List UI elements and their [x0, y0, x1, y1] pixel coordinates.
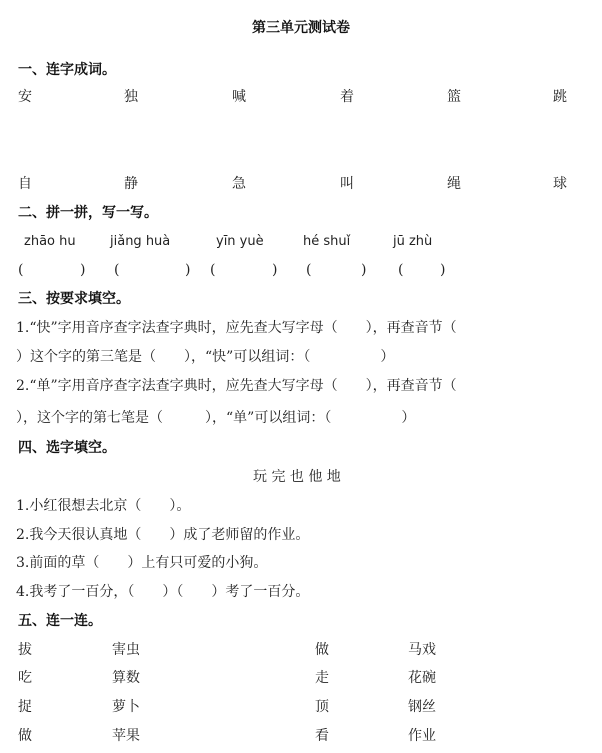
- answer-paren-close: ): [185, 262, 191, 278]
- answer-paren-open: (: [398, 262, 404, 278]
- question-line: 2.我今天很认真地（ ）成了老师留的作业。: [16, 527, 310, 543]
- word-char: 绳: [447, 176, 461, 192]
- answer-paren-open: (: [306, 262, 312, 278]
- pinyin-label: jiǎng huà: [110, 234, 171, 249]
- match-item: 吃: [18, 670, 32, 686]
- word-char: 喊: [232, 89, 246, 105]
- word-char: 跳: [553, 89, 567, 105]
- word-char: 自: [18, 176, 32, 192]
- match-item: 做: [315, 642, 329, 658]
- answer-paren-open: (: [210, 262, 216, 278]
- section-1-heading: 一、连字成词。: [18, 62, 116, 78]
- word-char: 独: [124, 89, 138, 105]
- question-line: 3.前面的草（ ）上有只可爱的小狗。: [16, 555, 268, 571]
- match-item: 顶: [315, 699, 329, 715]
- question-line: ）这个字的第三笔是（ ），“快”可以组词：（ ）: [16, 349, 395, 365]
- word-char: 叫: [340, 176, 354, 192]
- match-item: 钢丝: [408, 699, 436, 715]
- pinyin-label: jū zhù: [393, 234, 433, 249]
- section-3-heading: 三、按要求填空。: [18, 291, 130, 307]
- word-char: 静: [124, 176, 138, 192]
- match-item: 害虫: [112, 642, 140, 658]
- pinyin-label: zhāo hu: [24, 234, 76, 249]
- question-line: 2.“单”字用音序查字法查字典时，应先查大写字母（ ），再查音节（: [16, 378, 457, 394]
- match-item: 捉: [18, 699, 32, 715]
- match-item: 做: [18, 728, 32, 744]
- pinyin-label: hé shuǐ: [303, 234, 351, 249]
- pinyin-label: yīn yuè: [216, 234, 264, 249]
- question-line: 1.“快”字用音序查字法查字典时，应先查大写字母（ ），再查音节（: [16, 320, 457, 336]
- match-item: 花碗: [408, 670, 436, 686]
- match-item: 苹果: [112, 728, 140, 744]
- word-char: 着: [340, 89, 354, 105]
- word-char: 球: [553, 176, 567, 192]
- answer-paren-open: (: [114, 262, 120, 278]
- answer-paren-open: (: [18, 262, 24, 278]
- answer-paren-close: ): [361, 262, 367, 278]
- match-item: 拔: [18, 642, 32, 658]
- word-choices: 玩 完 也 他 地: [253, 469, 341, 485]
- word-char: 篮: [447, 89, 461, 105]
- match-item: 马戏: [408, 642, 436, 658]
- section-4-heading: 四、选字填空。: [18, 440, 116, 456]
- question-line: 1.小红很想去北京（ ）。: [16, 498, 191, 514]
- page-title: 第三单元测试卷: [252, 20, 350, 36]
- match-item: 走: [315, 670, 329, 686]
- match-item: 算数: [112, 670, 140, 686]
- section-2-heading: 二、拼一拼，写一写。: [18, 205, 158, 221]
- word-char: 安: [18, 89, 32, 105]
- section-5-heading: 五、连一连。: [18, 613, 102, 629]
- answer-paren-close: ): [272, 262, 278, 278]
- word-char: 急: [232, 176, 246, 192]
- match-item: 看: [315, 728, 329, 744]
- answer-paren-close: ): [80, 262, 86, 278]
- question-line: ），这个字的第七笔是（ ），“单”可以组词：（ ）: [16, 410, 416, 426]
- match-item: 萝卜: [112, 699, 140, 715]
- match-item: 作业: [408, 728, 436, 744]
- answer-paren-close: ): [440, 262, 446, 278]
- question-line: 4.我考了一百分，（ ）（ ）考了一百分。: [16, 584, 310, 600]
